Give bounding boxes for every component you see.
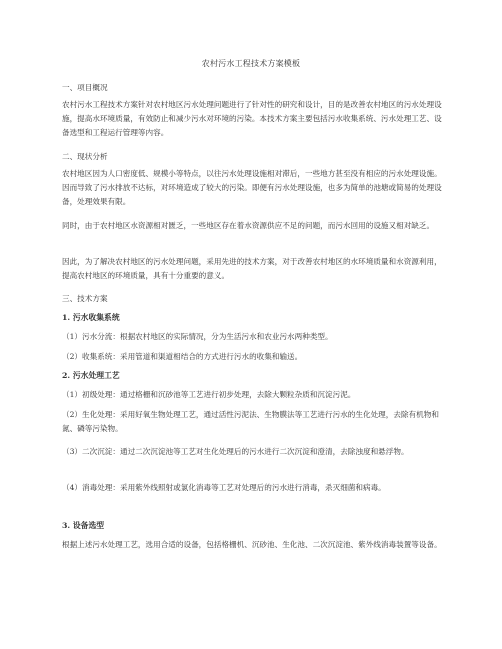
section-2-paragraph-2: 同时，由于农村地区水资源相对匮乏，一些地区存在着水资源供应不足的问题，而污水回用的设施又相对缺乏。: [62, 221, 435, 230]
subsection-1-heading: 1. 污水收集系统: [62, 313, 120, 322]
subsection-2-item-2: （2）生化处理：采用好氧生物处理工艺，通过活性污泥法、生物膜法等工艺进行污水的生化处理，去除有机物和氮、磷等污染物。: [62, 410, 439, 434]
section-1-paragraph: 农村污水工程技术方案针对农村地区污水处理问题进行了针对性的研究和设计，目的是改善农村地区的污水处理设施，提高水环境质量，有效防止和减少污水对环境的污染。本技术方案主要包括污水收集系统、污水处理工艺、设备选型和工程运行管理等内容。: [62, 100, 442, 138]
section-1-heading: 一、项目概况: [62, 83, 108, 92]
subsection-2-item-4: （4）消毒处理：采用紫外线照射或氯化消毒等工艺对处理后的污水进行消毒，杀灭细菌和病毒。: [62, 483, 386, 492]
section-2-heading: 二、现状分析: [62, 152, 108, 161]
subsection-1-item-2: （2）收集系统：采用管道和渠道相结合的方式进行污水的收集和输送。: [62, 352, 303, 361]
subsection-2-item-3: （3）二次沉淀：通过二次沉淀池等工艺对生化处理后的污水进行二次沉淀和澄清，去除浊度和悬浮物。: [62, 447, 409, 456]
subsection-3-paragraph: 根据上述污水处理工艺，选用合适的设备，包括格栅机、沉砂池、生化池、二次沉淀池、紫外线消毒装置等设备。: [62, 540, 442, 549]
subsection-1-item-1: （1）污水分流：根据农村地区的实际情况，分为生活污水和农业污水两种类型。: [62, 332, 333, 341]
subsection-3-heading: 3. 设备选型: [62, 521, 105, 530]
subsection-2-heading: 2. 污水处理工艺: [62, 371, 120, 380]
section-3-heading: 三、技术方案: [62, 294, 108, 303]
section-2-paragraph-1: 农村地区因为人口密度低、规模小等特点，以往污水处理设施相对滞后，一些地方甚至没有相应的污水处理设施。因而导致了污水排放不达标，对环境造成了较大的污染。即便有污水处理设施，也多为简单的池塘或简易的处理设备，处理效果有限。: [62, 169, 442, 207]
section-2-paragraph-3: 因此，为了解决农村地区的污水处理问题，采用先进的技术方案，对于改善农村地区的水环境质量和水资源利用，提高农村地区的环境质量，具有十分重要的意义。: [62, 257, 442, 281]
subsection-2-item-1: （1）初级处理：通过格栅和沉砂池等工艺进行初步处理，去除大颗粒杂质和沉淀污泥。: [62, 390, 356, 399]
document-title: 农村污水工程技术方案模板: [201, 59, 301, 68]
